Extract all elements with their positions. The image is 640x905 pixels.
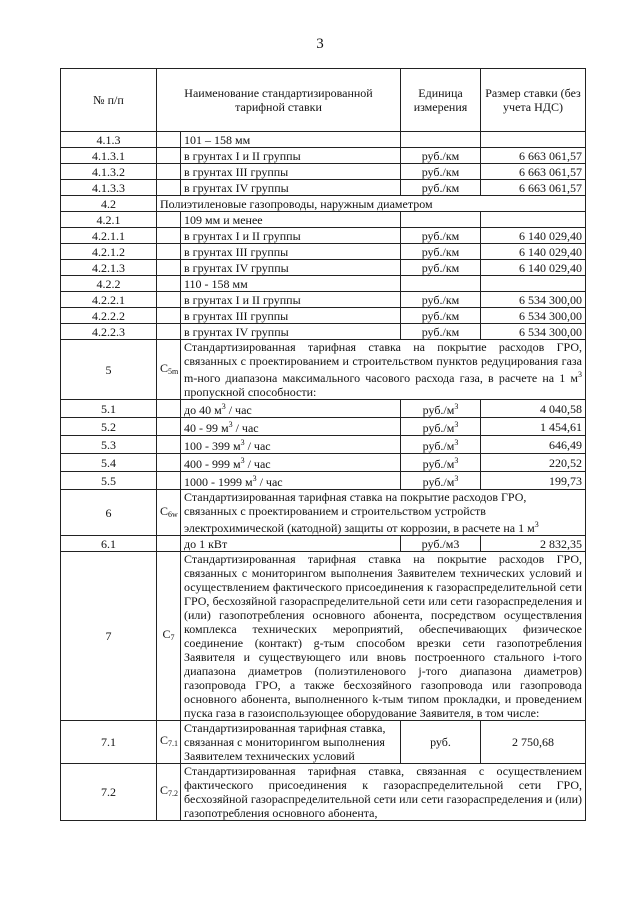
row-unit: $руб./м^3$ [401, 418, 481, 436]
superscript: 3 [454, 438, 459, 447]
superscript: 3 [228, 420, 233, 429]
row-value: 6 663 061,57 [481, 148, 586, 164]
code-cell [157, 418, 181, 436]
code-cell [157, 400, 181, 418]
superscript: 3 [578, 370, 582, 379]
row-number: 5.1 [61, 400, 157, 418]
row-unit: руб./км [401, 260, 481, 276]
row-number: 7.2 [61, 764, 157, 821]
table-row [61, 308, 586, 324]
row-unit: руб./км [401, 148, 481, 164]
row-description: Стандартизированная тарифная ставка на покрытие расходов ГРО, связанных с мониторингом выполнения Заявителем технических условий и осуществлением фактического присоединения к газораспределительной сети ГРО, бесхозяйной газораспределительной сети или сети газораспределения и (или) газопотребления основного абонента, посредством осуществления комплекса технических мероприятий, обеспечивающих физическое соединение (контакт) g-тым способом врезки сети газопотребления Заявителя и существующего или вновь построенного стального i-того диапазона диаметров (полиэтиленового j-того диапазона диаметров) газопровода ГРО, а также бесхозяйного газопровода или газопровода основного абонента, выполненного k-тым типом прокладки, и проведением пуска газа в газоиспользующее оборудование Заявителя, в том числе: [181, 552, 586, 721]
row-unit: руб./км [401, 324, 481, 340]
row-number: 5.5 [61, 472, 157, 490]
row-number: 4.2.2 [61, 276, 157, 292]
table-row [61, 324, 586, 340]
row-name: Полиэтиленовые газопроводы, наружным диаметром [157, 196, 586, 212]
superscript: 3 [454, 474, 459, 483]
row-number: 7 [61, 552, 157, 721]
row-number: 4.1.3.3 [61, 180, 157, 196]
row-unit: руб./км [401, 308, 481, 324]
row-unit: руб./м3 [401, 536, 481, 552]
row-name: в грунтах III группы [181, 164, 401, 180]
row-value [481, 212, 586, 228]
table-row [61, 244, 586, 260]
row-name: 1000 - 1999 $м^3$ / час [181, 472, 401, 490]
code-cell [157, 436, 181, 454]
table-row [61, 212, 586, 228]
row-number: 6 [61, 490, 157, 536]
code-cell [157, 148, 181, 164]
header-num: № п/п [61, 69, 157, 132]
row-name: в грунтах III группы [181, 244, 401, 260]
table-row [61, 764, 586, 821]
row-name: 101 – 158 мм [181, 132, 401, 148]
row-number: 4.1.3 [61, 132, 157, 148]
table-row [61, 400, 586, 418]
row-unit [401, 212, 481, 228]
superscript: 3 [221, 402, 226, 411]
row-name: 109 мм и менее [181, 212, 401, 228]
row-value: 646,49 [481, 436, 586, 454]
code-cell [157, 212, 181, 228]
table-row [61, 552, 586, 721]
row-name: в грунтах I и II группы [181, 228, 401, 244]
rate-code-subscript: 7 [170, 633, 175, 642]
table-row [61, 536, 586, 552]
table-row [61, 260, 586, 276]
row-number: 4.2.2.1 [61, 292, 157, 308]
row-value: 4 040,58 [481, 400, 586, 418]
table-row [61, 148, 586, 164]
table-row [61, 164, 586, 180]
row-name: в грунтах I и II группы [181, 292, 401, 308]
row-number: 4.2.1.3 [61, 260, 157, 276]
code-cell [157, 260, 181, 276]
code-cell [157, 276, 181, 292]
row-name: 100 - 399 $м^3$ / час [181, 436, 401, 454]
row-value: 6 663 061,57 [481, 164, 586, 180]
table-row [61, 436, 586, 454]
row-unit: руб./км [401, 180, 481, 196]
rate-code: $C_7$ [157, 552, 181, 721]
tariff-table [60, 68, 586, 821]
row-name: в грунтах IV группы [181, 324, 401, 340]
table-row [61, 228, 586, 244]
table-row [61, 418, 586, 436]
row-number: 4.2.1.2 [61, 244, 157, 260]
table-header-row [61, 69, 586, 132]
code-cell [157, 180, 181, 196]
row-name: в грунтах IV группы [181, 260, 401, 276]
row-number: 4.1.3.1 [61, 148, 157, 164]
row-name: в грунтах IV группы [181, 180, 401, 196]
row-unit [401, 276, 481, 292]
superscript: 3 [454, 456, 459, 465]
table-row [61, 472, 586, 490]
row-value: 6 663 061,57 [481, 180, 586, 196]
row-description: Стандартизированная тарифная ставка на покрытие расходов ГРО, связанных с проектированием и строительством пунктов редуцирования газа m-ного диапазона максимального часового расхода газа, в расчете на 1 $м^3$ пропускной способности: [181, 340, 586, 400]
row-unit: руб. [401, 721, 481, 764]
row-name: до 1 кВт [181, 536, 401, 552]
row-unit: руб./км [401, 244, 481, 260]
superscript: 3 [534, 520, 539, 529]
row-name: в грунтах I и II группы [181, 148, 401, 164]
row-value: 6 534 300,00 [481, 324, 586, 340]
superscript: 3 [240, 456, 245, 465]
table-row [61, 276, 586, 292]
table-row [61, 292, 586, 308]
row-unit: руб./км [401, 164, 481, 180]
row-name: 400 - 999 $м^3$ / час [181, 454, 401, 472]
header-size: Размер ставки (без учета НДС) [481, 69, 586, 132]
row-value: 2 832,35 [481, 536, 586, 552]
row-number: 4.1.3.2 [61, 164, 157, 180]
rate-code-subscript: 7.1 [168, 739, 179, 748]
row-value: 2 750,68 [481, 721, 586, 764]
rate-code: $C_{5m}$ [157, 340, 181, 400]
row-description: Стандартизированная тарифная ставка, связанная с осуществлением фактического присоединения к газораспределительной сети ГРО, бесхозяйной газораспределительной сети или сети газораспределения и (или) газопотребления основного абонента, [181, 764, 586, 821]
rate-code: $C_{6w}$ [157, 490, 181, 536]
row-number: 5 [61, 340, 157, 400]
row-number: 6.1 [61, 536, 157, 552]
table-row [61, 132, 586, 148]
row-unit: $руб./м^3$ [401, 472, 481, 490]
table-row [61, 340, 586, 400]
row-number: 4.2.1 [61, 212, 157, 228]
code-cell [157, 164, 181, 180]
rate-code-subscript: 6w [168, 509, 178, 519]
page-number: 3 [316, 36, 324, 52]
table-row [61, 721, 586, 764]
rate-code: $C_{7.2}$ [157, 764, 181, 821]
header-unit: Единица измерения [401, 69, 481, 132]
row-number: 5.3 [61, 436, 157, 454]
table-row [61, 454, 586, 472]
superscript: 3 [240, 438, 245, 447]
row-value [481, 276, 586, 292]
code-cell [157, 292, 181, 308]
row-name: до 40 $м^3$ / час [181, 400, 401, 418]
code-cell [157, 324, 181, 340]
row-unit: руб./км [401, 292, 481, 308]
row-description: Стандартизированная тарифная ставка на покрытие расходов ГРО, связанных с проектированием и строительством устройств электрохимической (катодной) защиты от коррозии, в расчете на 1 $м^3$ [181, 490, 586, 536]
table-row [61, 180, 586, 196]
row-unit: $руб./м^3$ [401, 454, 481, 472]
superscript: 3 [454, 420, 459, 429]
code-cell [157, 244, 181, 260]
code-cell [157, 308, 181, 324]
rate-code-subscript: 5m [168, 366, 179, 376]
row-number: 5.4 [61, 454, 157, 472]
row-unit: $руб./м^3$ [401, 400, 481, 418]
row-unit [401, 132, 481, 148]
row-number: 7.1 [61, 721, 157, 764]
row-value: 6 140 029,40 [481, 260, 586, 276]
code-cell [157, 228, 181, 244]
superscript: 3 [252, 474, 257, 483]
row-name: в грунтах III группы [181, 308, 401, 324]
row-value: 6 140 029,40 [481, 244, 586, 260]
row-value: 6 534 300,00 [481, 308, 586, 324]
header-name: Наименование стандартизированной тарифной ставки [157, 69, 401, 132]
row-value [481, 132, 586, 148]
code-cell [157, 132, 181, 148]
row-number: 5.2 [61, 418, 157, 436]
row-number: 4.2.2.2 [61, 308, 157, 324]
table-row [61, 490, 586, 536]
row-value: 220,52 [481, 454, 586, 472]
row-number: 4.2 [61, 196, 157, 212]
row-name: 40 - 99 $м^3$ / час [181, 418, 401, 436]
rate-code: $C_{7.1}$ [157, 721, 181, 764]
row-value: 1 454,61 [481, 418, 586, 436]
row-value: 199,73 [481, 472, 586, 490]
row-number: 4.2.2.3 [61, 324, 157, 340]
row-value: 6 534 300,00 [481, 292, 586, 308]
row-value: 6 140 029,40 [481, 228, 586, 244]
row-name: 110 - 158 мм [181, 276, 401, 292]
row-unit: $руб./м^3$ [401, 436, 481, 454]
row-unit: руб./км [401, 228, 481, 244]
table-row [61, 196, 586, 212]
rate-code-subscript: 7.2 [168, 789, 179, 798]
code-cell [157, 472, 181, 490]
code-cell [157, 536, 181, 552]
superscript: 3 [454, 402, 459, 411]
code-cell [157, 454, 181, 472]
row-number: 4.2.1.1 [61, 228, 157, 244]
row-description: Стандартизированная тарифная ставка, связанная с мониторингом выполнения Заявителем технических условий [181, 721, 401, 764]
